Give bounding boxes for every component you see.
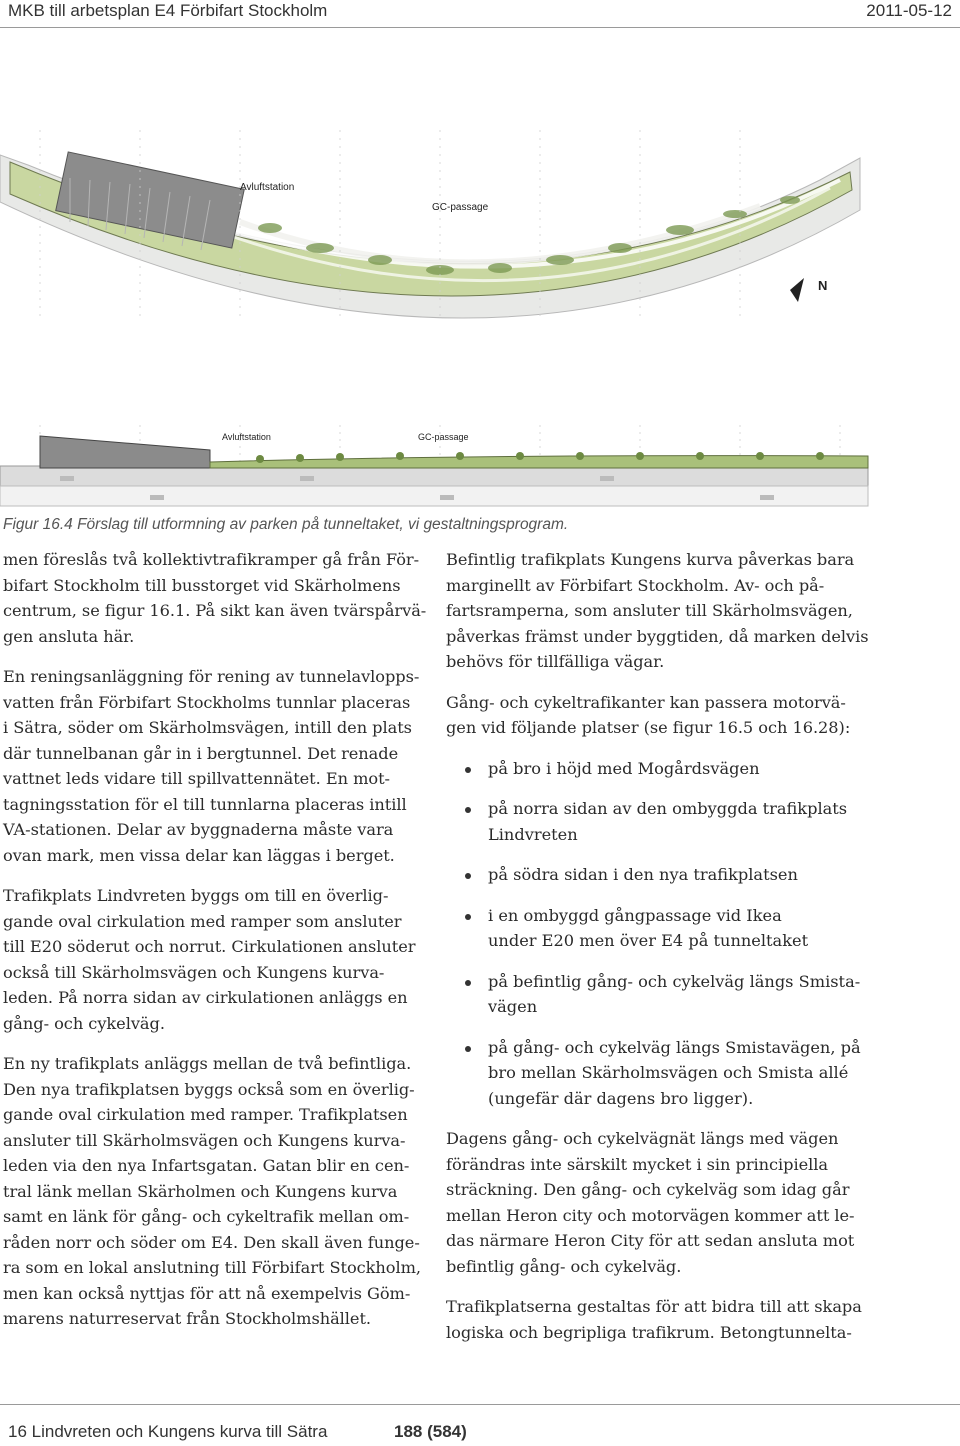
text-line: tral länk mellan Skärholmen och Kungens kurva: [3, 1181, 398, 1201]
text-line: mellan Heron city och motorvägen kommer att le-: [446, 1205, 855, 1225]
text-line: råden norr och söder om E4. Den skall även funge-: [3, 1232, 420, 1252]
text-line: leden via den nya Infartsgatan. Gatan blir en cen-: [3, 1156, 410, 1175]
list-item: [446, 903, 870, 954]
section-label-passage: GC-passage: [418, 432, 469, 442]
text-line: påverkas främst under byggtiden, då marken delvis: [446, 626, 869, 646]
text-line: Trafikplats Lindvreten byggs om till en överlig-: [3, 886, 389, 905]
text-line: under E20 men över E4 på tunneltaket: [488, 931, 809, 950]
north-label: N: [818, 278, 828, 293]
text-line: sträckning. Den gång- och cykelväg som idag går: [446, 1180, 850, 1199]
bullet-icon: [465, 914, 471, 920]
text-line: gång- och cykelväg.: [3, 1013, 165, 1033]
text-line: logiska och begripliga trafikrum. Betongtunnelta-: [446, 1322, 852, 1342]
list-item: [446, 756, 870, 782]
text-line: ansluter till Skärholmsvägen och Kungens kurva-: [3, 1130, 406, 1150]
text-line: Gång- och cykeltrafikanter kan passera motorvä-: [446, 692, 846, 712]
text-line: Trafikplatserna gestaltas för att bidra till att skapa: [446, 1297, 862, 1316]
text-line: förändras inte särskilt mycket i sin principiella: [446, 1154, 829, 1174]
north-arrow-icon: [790, 278, 827, 302]
text-line: gen vid följande platser (se figur 16.5 och 16.28):: [446, 718, 851, 737]
text-line: Dagens gång- och cykelvägnät längs med vägen: [446, 1129, 839, 1148]
section-label-station: Avluftstation: [222, 432, 271, 442]
document-title: MKB till arbetsplan E4 Förbifart Stockholm: [8, 1, 328, 20]
text-line: bro mellan Skärholmsvägen och Smista allé: [488, 1063, 849, 1082]
text-line: i en ombyggd gångpassage vid Ikea: [488, 905, 782, 925]
text-line: leden. På norra sidan av cirkulationen anläggs en: [3, 988, 408, 1007]
right-text-column: [446, 547, 870, 1360]
paragraph: [3, 883, 428, 1036]
text-line: tagningsstation för el till tunnlarna placeras intill: [3, 794, 407, 814]
crossing-list: [446, 756, 870, 1112]
page-footer: [0, 1404, 960, 1446]
plan-view: [0, 130, 860, 320]
bullet-icon: [465, 767, 471, 773]
plan-label-passage: GC-passage: [432, 202, 489, 213]
bullet-icon: [465, 873, 471, 879]
text-line: gande oval cirkulation med ramper som ansluter: [3, 911, 402, 931]
bullet-icon: [465, 980, 471, 986]
text-line: ovan mark, men vissa delar kan läggas i berget.: [3, 845, 395, 865]
page-number: 188 (584): [394, 1422, 467, 1441]
section-view: [0, 425, 868, 506]
text-line: gande oval cirkulation med ramper. Trafikplatsen: [3, 1105, 408, 1124]
paragraph: [3, 1051, 428, 1332]
text-line: på befintlig gång- och cykelväg längs Smista-: [488, 971, 861, 991]
text-line: samt en länk för gång- och cykeltrafik mellan om-: [3, 1207, 410, 1226]
list-item: [446, 969, 870, 1020]
list-item: [446, 796, 870, 847]
figure-caption: Figur 16.4 Förslag till utformning av parken på tunneltaket, vi gestaltningsprogram.: [3, 516, 569, 533]
header-rule: [0, 27, 960, 28]
park-plan-drawing: [0, 110, 960, 515]
chapter-title: 16 Lindvreten och Kungens kurva till Sätra: [8, 1422, 328, 1441]
text-line: Lindvreten: [488, 824, 578, 844]
page-header: [0, 0, 960, 28]
text-line: vattnet leds vidare till spillvattennätet. En mot-: [3, 769, 390, 788]
text-line: bifart Stockholm till busstorget vid Skärholmens: [3, 575, 401, 595]
list-item: [446, 862, 870, 888]
text-line: Den nya trafikplatsen byggs också som en överlig-: [3, 1079, 415, 1099]
text-line: vägen: [488, 997, 538, 1016]
footer-rule: [0, 1404, 960, 1405]
text-line: men kan också nyttjas för att nå exempelvis Göm-: [3, 1283, 411, 1303]
text-line: VA-stationen. Delar av byggnaderna måste vara: [3, 820, 394, 839]
text-line: behövs för tillfälliga vägar.: [446, 652, 665, 671]
text-line: befintlig gång- och cykelväg.: [446, 1256, 682, 1276]
text-line: gen ansluta här.: [3, 626, 135, 646]
text-line: på bro i höjd med Mogårdsvägen: [488, 758, 760, 778]
bullet-icon: [465, 807, 471, 813]
text-line: i Sätra, söder om Skärholmsvägen, intill den plats: [3, 718, 412, 737]
paragraph: [446, 1294, 870, 1345]
park-plan-figure: [0, 110, 960, 515]
text-line: också till Skärholmsvägen och Kungens kurva-: [3, 962, 385, 982]
text-line: fartsramperna, som ansluter till Skärholmsvägen,: [446, 601, 853, 620]
text-line: (ungefär där dagens bro ligger).: [488, 1088, 754, 1108]
bullet-icon: [465, 1046, 471, 1052]
text-line: till E20 söderut och norrut. Cirkulationen ansluter: [3, 937, 416, 956]
text-line: på norra sidan av den ombyggda trafikplats: [488, 799, 848, 818]
paragraph: [446, 1126, 870, 1279]
paragraph: [446, 547, 870, 675]
paragraph: [3, 547, 428, 649]
text-line: där tunnelbanan går in i bergtunnel. Det renade: [3, 743, 399, 763]
text-line: på gång- och cykelväg längs Smistavägen, på: [488, 1037, 861, 1057]
document-date: 2011-05-12: [866, 1, 952, 20]
text-line: på södra sidan i den nya trafikplatsen: [488, 865, 798, 884]
text-line: En reningsanläggning för rening av tunnelavlopps-: [3, 667, 420, 686]
paragraph: [446, 690, 870, 741]
text-line: centrum, se figur 16.1. På sikt kan även tvärspårvä-: [3, 601, 427, 620]
text-line: ra som en lokal anslutning till Förbifart Stockholm,: [3, 1258, 422, 1277]
paragraph: [3, 664, 428, 868]
text-line: En ny trafikplats anläggs mellan de två befintliga.: [3, 1054, 412, 1073]
list-item: [446, 1035, 870, 1112]
text-line: marginellt av Förbifart Stockholm. Av- och på-: [446, 575, 825, 595]
text-line: vatten från Förbifart Stockholms tunnlar placeras: [3, 692, 411, 712]
text-line: men föreslås två kollektivtrafikramper gå från För-: [3, 550, 420, 569]
left-text-column: [3, 547, 428, 1347]
plan-label-station: Avluftstation: [240, 182, 295, 193]
text-line: Befintlig trafikplats Kungens kurva påverkas bara: [446, 550, 855, 569]
text-line: das närmare Heron City för att sedan ansluta mot: [446, 1231, 855, 1250]
text-line: marens naturreservat från Stockholmshället.: [3, 1309, 372, 1328]
